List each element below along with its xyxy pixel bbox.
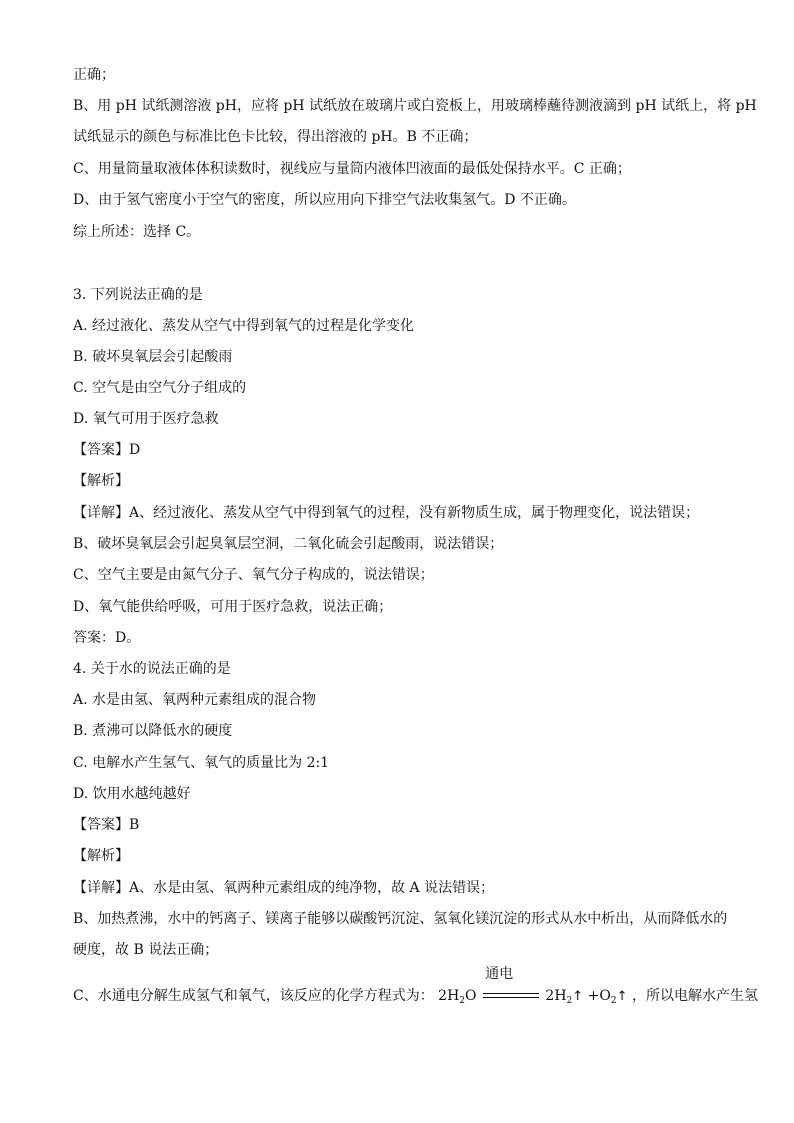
equals-sign: [483, 993, 539, 999]
product-o2: $+O_2↑$: [587, 988, 628, 1006]
question-title: 4. 关于水的说法正确的是: [73, 661, 231, 677]
option-a: A. 水是由氢、氧两种元素组成的混合物: [73, 692, 317, 708]
product-h2: $2H_2↑$: [545, 988, 584, 1006]
text-line: D、氧气能供给呼吸，可用于医疗急救，说法正确；: [73, 599, 393, 615]
chemical-equation: [438, 966, 628, 1010]
text-line: C、空气主要是由氮气分子、氧气分子构成的，说法错误；: [73, 567, 434, 583]
option-a: A. 经过液化、蒸发从空气中得到氧气的过程是化学变化: [73, 318, 415, 334]
option-b: B. 破坏臭氧层会引起酸雨: [73, 349, 233, 365]
text-line: 综上所述：选择 C。: [73, 224, 201, 240]
answer-label: 【答案】D: [73, 442, 141, 458]
reactant: $2H_2O$: [438, 988, 477, 1006]
option-b: B. 煮沸可以降低水的硬度: [73, 723, 233, 739]
analysis-label: 【解析】: [73, 473, 129, 489]
reaction-condition: 通电: [485, 966, 514, 982]
equation-line: [73, 966, 758, 1010]
text-line: 答案：D。: [73, 630, 141, 646]
text-line: C、用量筒量取液体体积读数时，视线应与量筒内液体凹液面的最低处保持水平。C 正确；: [73, 161, 631, 177]
gas-arrow-icon: ↑: [616, 989, 628, 1004]
text-line: B、加热煮沸，水中的钙离子、镁离子能够以碳酸钙沉淀、氢氧化镁沉淀的形式从水中析出，从而降低水的: [73, 911, 728, 927]
text-line: D、由于氢气密度小于空气的密度，所以应用向下排空气法收集氢气。D 不正确。: [73, 192, 576, 208]
text-line: 【详解】A、水是由氢、氧两种元素组成的纯净物，故 A 说法错误；: [73, 880, 495, 896]
analysis-label: 【解析】: [73, 848, 129, 864]
question-title: 3. 下列说法正确的是: [73, 287, 203, 303]
option-d: D. 饮用水越纯越好: [73, 786, 191, 802]
text-line: 正确；: [73, 67, 115, 83]
gas-arrow-icon: ↑: [572, 989, 584, 1004]
text-line: B、破坏臭氧层会引起臭氧层空洞，二氧化硫会引起酸雨，说法错误；: [73, 536, 504, 552]
option-c: C. 电解水产生氢气、氧气的质量比为 2:1: [73, 755, 330, 771]
text-line: 硬度，故 B 说法正确；: [73, 942, 219, 958]
option-d: D. 氧气可用于医疗急救: [73, 411, 219, 427]
text-line: 【详解】A、经过液化、蒸发从空气中得到氧气的过程，没有新物质生成，属于物理变化，说法错误；: [73, 505, 700, 521]
text-line: B、用 pH 试纸测溶液 pH，应将 pH 试纸放在玻璃片或白瓷板上，用玻璃棒蘸待测液滴到 pH 试纸上，将 pH: [73, 98, 757, 114]
equation-prefix: C、水通电分解生成氢气和氧气，该反应的化学方程式为：: [73, 988, 434, 1004]
text-line: 试纸显示的颜色与标准比色卡比较，得出溶液的 pH。B 不正确；: [73, 129, 478, 145]
answer-label: 【答案】B: [73, 817, 140, 833]
equation-suffix: ，所以电解水产生氢: [631, 988, 758, 1004]
option-c: C. 空气是由空气分子组成的: [73, 380, 247, 396]
